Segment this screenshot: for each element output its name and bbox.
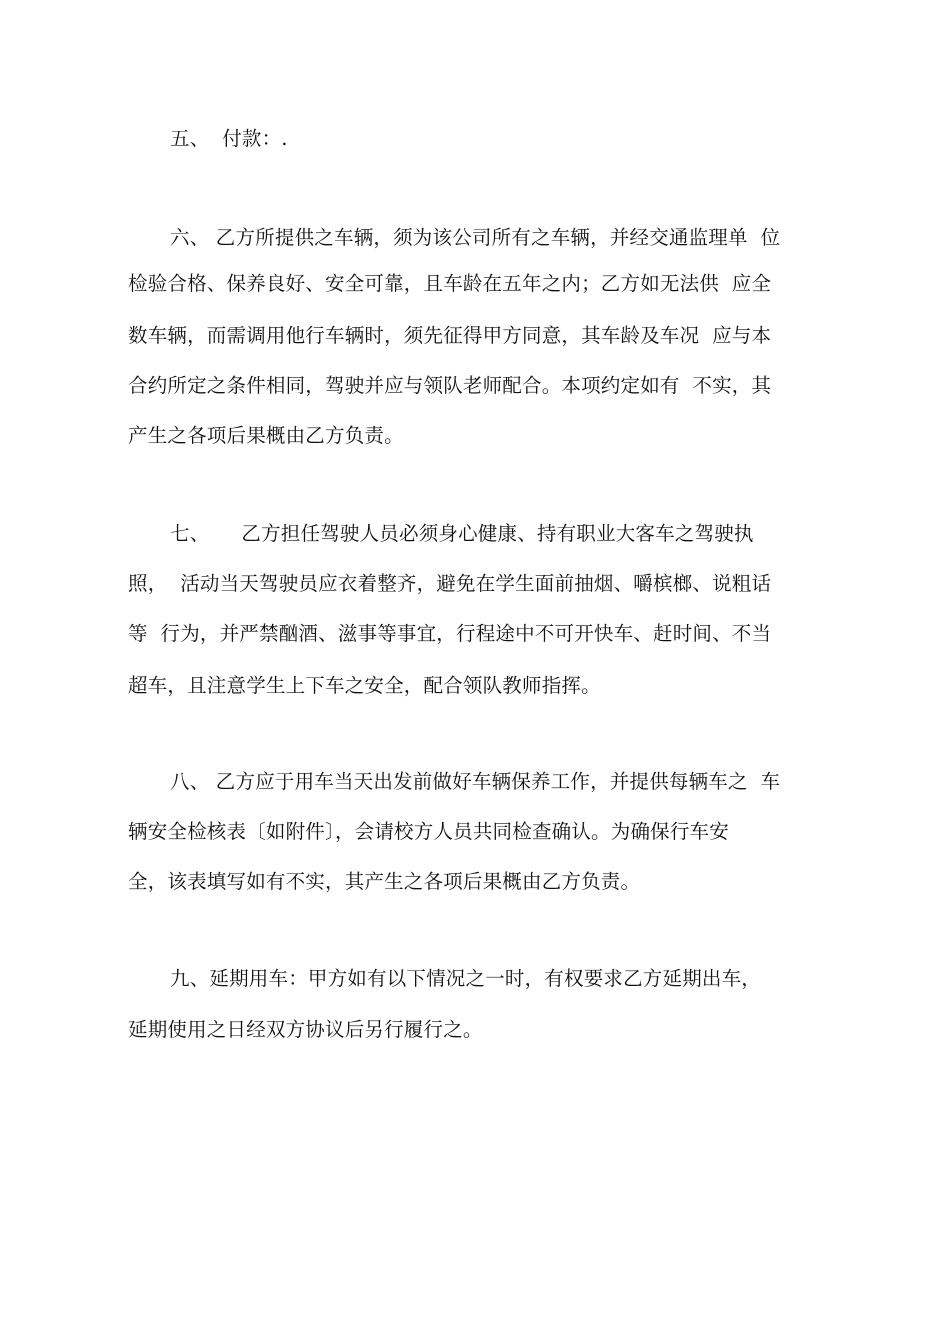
section-six-line-2: 检验合格、保养良好、安全可靠，且车龄在五年之内；乙方如无法供 应全 xyxy=(128,272,772,295)
section-six-line-1: 六、 乙方所提供之车辆，须为该公司所有之车辆，并经交通监理单 位 xyxy=(170,226,781,249)
section-six-line-4: 合约所定之条件相同，驾驶并应与领队老师配合。本项约定如有 不实，其 xyxy=(128,374,772,397)
section-nine-line-2: 延期使用之日经双方协议后另行履行之。 xyxy=(128,1018,483,1041)
section-seven-line-2: 照， 活动当天驾驶员应衣着整齐，避免在学生面前抽烟、嚼槟榔、说粗话 xyxy=(128,572,772,595)
section-eight-line-3: 全，该表填写如有不实，其产生之各项后果概由乙方负责。 xyxy=(128,870,641,893)
section-eight-line-2: 辆安全检核表〔如附件〕，会请校方人员共同检查确认。为确保行车安 xyxy=(128,820,729,843)
section-nine-line-1: 九、延期用车：甲方如有以下情况之一时，有权要求乙方延期出车， xyxy=(170,967,762,990)
section-six-line-3: 数车辆，而需调用他行车辆时，须先征得甲方同意，其车龄及车况 应与本 xyxy=(128,324,772,347)
section-five-line-1: 五、 付款：. xyxy=(170,127,288,150)
section-seven-line-3: 等 行为，并严禁酗酒、滋事等事宜，行程途中不可开快车、赶时间、不当 xyxy=(128,622,772,645)
section-six-line-5: 产生之各项后果概由乙方负责。 xyxy=(128,424,404,447)
section-seven-line-1: 七、 乙方担任驾驶人员必须身心健康、持有职业大客车之驾驶执 xyxy=(170,522,754,545)
section-eight-line-1: 八、 乙方应于用车当天出发前做好车辆保养工作，并提供每辆车之 车 xyxy=(170,770,781,793)
section-seven-line-4: 超车，且注意学生上下车之安全，配合领队教师指挥。 xyxy=(128,674,601,697)
